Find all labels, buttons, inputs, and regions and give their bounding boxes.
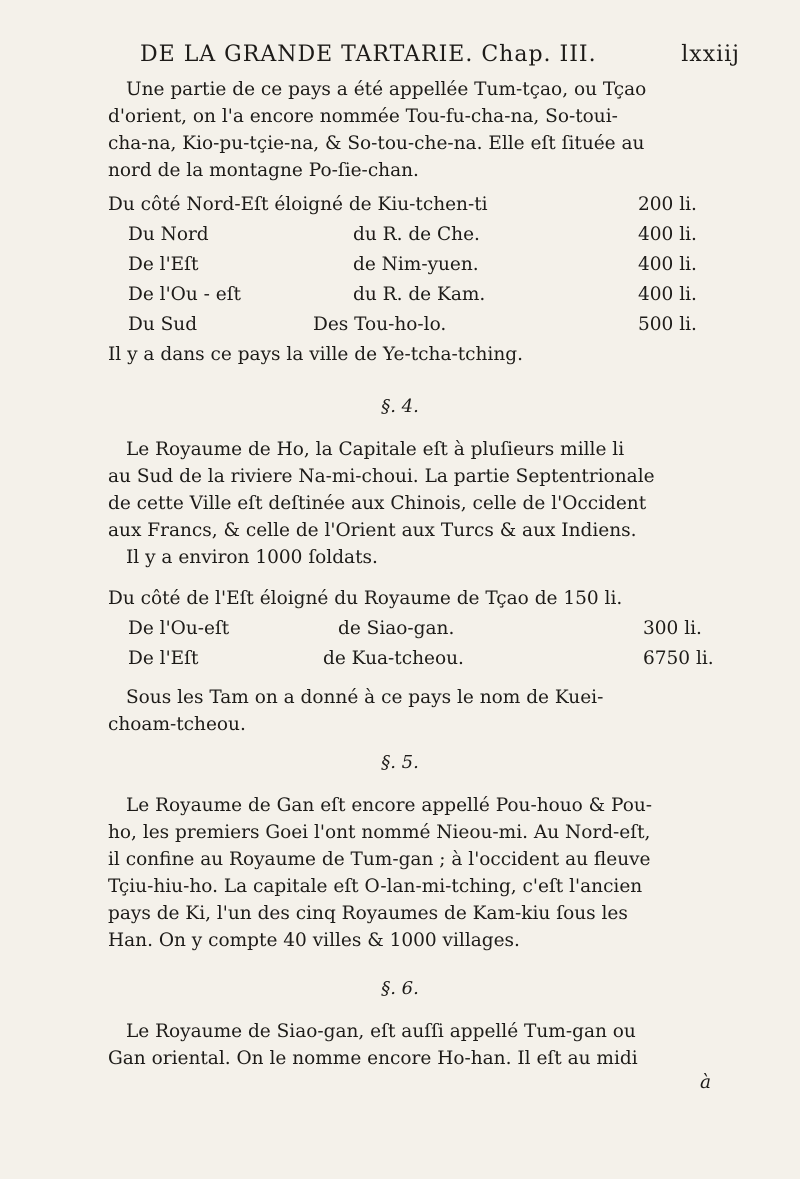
table-row: De l'Ou-eſt de Siao-gan. 300 li. (128, 618, 702, 639)
catchword: à (700, 1072, 712, 1093)
table-row: De l'Ou - eſt du R. de Kam. 400 li. (128, 284, 697, 305)
paragraph-royaume-gan: Le Royaume de Gan eſt encore appellé Pou-houo & Pou- ho, les premiers Goei l'ont nommé Nieou-mi. Au Nord-eſt, il confine au Royaume de Tum-gan ; à l'occident au fleuve Tçiu-hiu-ho. La capitale eſt O-lan-mi-tching, c'eſt l'ancien pays de Ki, l'un des cinq Royaumes de Kam-kiu ſous les Han. On y compte 40 villes & 1000 villages. (108, 795, 653, 951)
page-number: lxxiij (681, 42, 740, 67)
table-row: Du Sud Des Tou-ho-lo. 500 li. (128, 314, 697, 335)
section-4-heading: §. 4. (381, 396, 419, 417)
running-header (140, 42, 740, 67)
section-5-heading: §. 5. (381, 752, 419, 773)
distance-table-1 (108, 190, 748, 370)
table-row: Du côté de l'Eſt éloigné du Royaume de Tçao de 150 li. (108, 588, 623, 609)
table-row: De l'Eſt de Nim-yuen. 400 li. (128, 254, 697, 275)
paragraph-intro: Une partie de ce pays a été appellée Tum-tçao, ou Tçao d'orient, on l'a encore nommée Tou-fu-cha-na, So-toui- cha-na, Kio-pu-tçie-na, & So-tou-che-na. Elle eſt ſituée au nord de la montagne Po-ſie-chan. (108, 79, 647, 181)
table-row: Du Nord du R. de Che. 400 li. (128, 224, 697, 245)
distance-table-2 (108, 584, 748, 674)
running-header-title: DE LA GRANDE TARTARIE. Chap. III. (140, 42, 597, 67)
section-6-heading: §. 6. (381, 978, 419, 999)
paragraph-royaume-ho: Le Royaume de Ho, la Capitale eſt à pluſieurs mille li au Sud de la riviere Na-mi-choui. La partie Septentrionale de cette Ville eſt deſtinée aux Chinois, celle de l'Occident aux Francs, & celle de l'Orient aux Turcs & aux Indiens. Il y a environ 1000 ſoldats. (108, 439, 655, 568)
paragraph-siao-gan: Le Royaume de Siao-gan, eſt auſſi appellé Tum-gan ou Gan oriental. On le nomme encore Ho-han. Il eſt au midi (108, 1021, 638, 1069)
table-row: De l'Eſt de Kua-tcheou. 6750 li. (128, 648, 714, 669)
table-row: Du côté Nord-Eſt éloigné de Kiu-tchen-ti 200 li. (108, 194, 697, 215)
paragraph-tam: Sous les Tam on a donné à ce pays le nom de Kuei- choam-tcheou. (108, 687, 604, 735)
table-row: Il y a dans ce pays la ville de Ye-tcha-tching. (108, 344, 523, 365)
